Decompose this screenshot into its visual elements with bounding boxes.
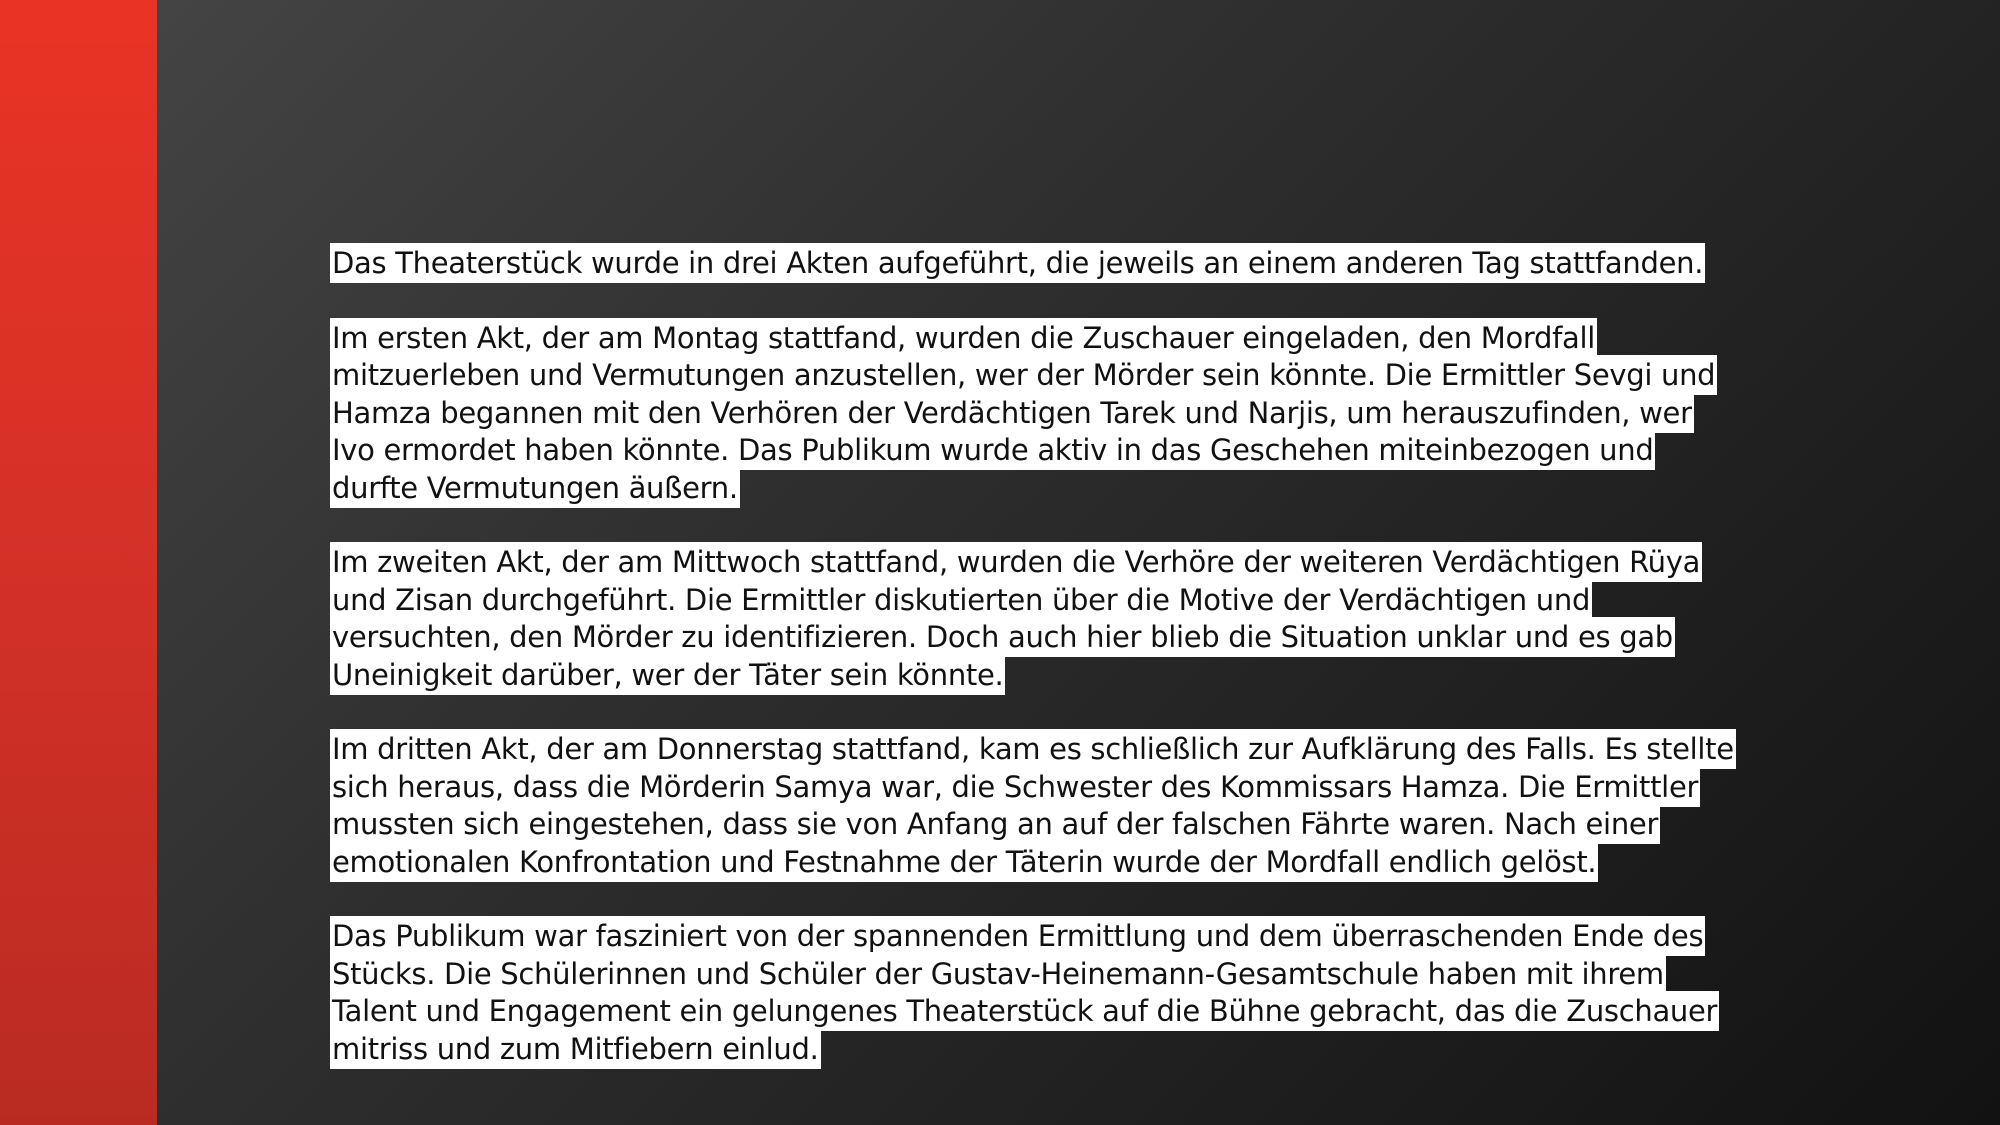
paragraph-line: Hamza begannen mit den Verhören der Verdächtigen Tarek und Narjis, um herauszufinden, wer [330, 393, 1694, 433]
paragraph-line: Ivo ermordet haben könnte. Das Publikum wurde aktiv in das Geschehen miteinbezogen und [330, 430, 1655, 470]
paragraph-line: Uneinigkeit darüber, wer der Täter sein könnte. [330, 655, 1005, 695]
paragraph-line: versuchten, den Mörder zu identifizieren. Doch auch hier blieb die Situation unklar und es gab [330, 617, 1675, 657]
paragraph-line: Im zweiten Akt, der am Mittwoch stattfand, wurden die Verhöre der weiteren Verdächtigen Rüya [330, 542, 1702, 582]
paragraph-line: mussten sich eingestehen, dass sie von Anfang an auf der falschen Fährte waren. Nach einer [330, 804, 1660, 844]
paragraph-line: Das Theaterstück wurde in drei Akten aufgeführt, die jeweils an einem anderen Tag stattfanden. [330, 243, 1705, 283]
paragraph-line: mitzuerleben und Vermutungen anzustellen, wer der Mörder sein könnte. Die Ermittler Sevgi und [330, 355, 1717, 395]
paragraph-act-three [330, 731, 1830, 881]
paragraph-act-two [330, 544, 1830, 694]
red-accent-bar [0, 0, 157, 1125]
paragraph-act-one [330, 320, 1830, 508]
paragraph-line: mitriss und zum Mitfiebern einlud. [330, 1029, 821, 1069]
paragraph-line: durfte Vermutungen äußern. [330, 468, 740, 508]
paragraph-intro [330, 245, 1830, 283]
paragraph-line: sich heraus, dass die Mörderin Samya war, die Schwester des Kommissars Hamza. Die Ermittler [330, 767, 1700, 807]
paragraph-line: Im dritten Akt, der am Donnerstag stattfand, kam es schließlich zur Aufklärung des Falls. Es stellte [330, 729, 1736, 769]
paragraph-line: Das Publikum war fasziniert von der spannenden Ermittlung und dem überraschenden Ende des [330, 916, 1705, 956]
paragraph-line: Talent und Engagement ein gelungenes Theaterstück auf die Bühne gebracht, das die Zuschauer [330, 991, 1719, 1031]
text-content [330, 245, 1830, 1105]
paragraph-line: und Zisan durchgeführt. Die Ermittler diskutierten über die Motive der Verdächtigen und [330, 580, 1592, 620]
paragraph-line: emotionalen Konfrontation und Festnahme der Täterin wurde der Mordfall endlich gelöst. [330, 842, 1598, 882]
paragraph-conclusion [330, 918, 1830, 1068]
paragraph-line: Im ersten Akt, der am Montag stattfand, wurden die Zuschauer eingeladen, den Mordfall [330, 318, 1597, 358]
paragraph-line: Stücks. Die Schülerinnen und Schüler der Gustav-Heinemann-Gesamtschule haben mit ihrem [330, 954, 1666, 994]
